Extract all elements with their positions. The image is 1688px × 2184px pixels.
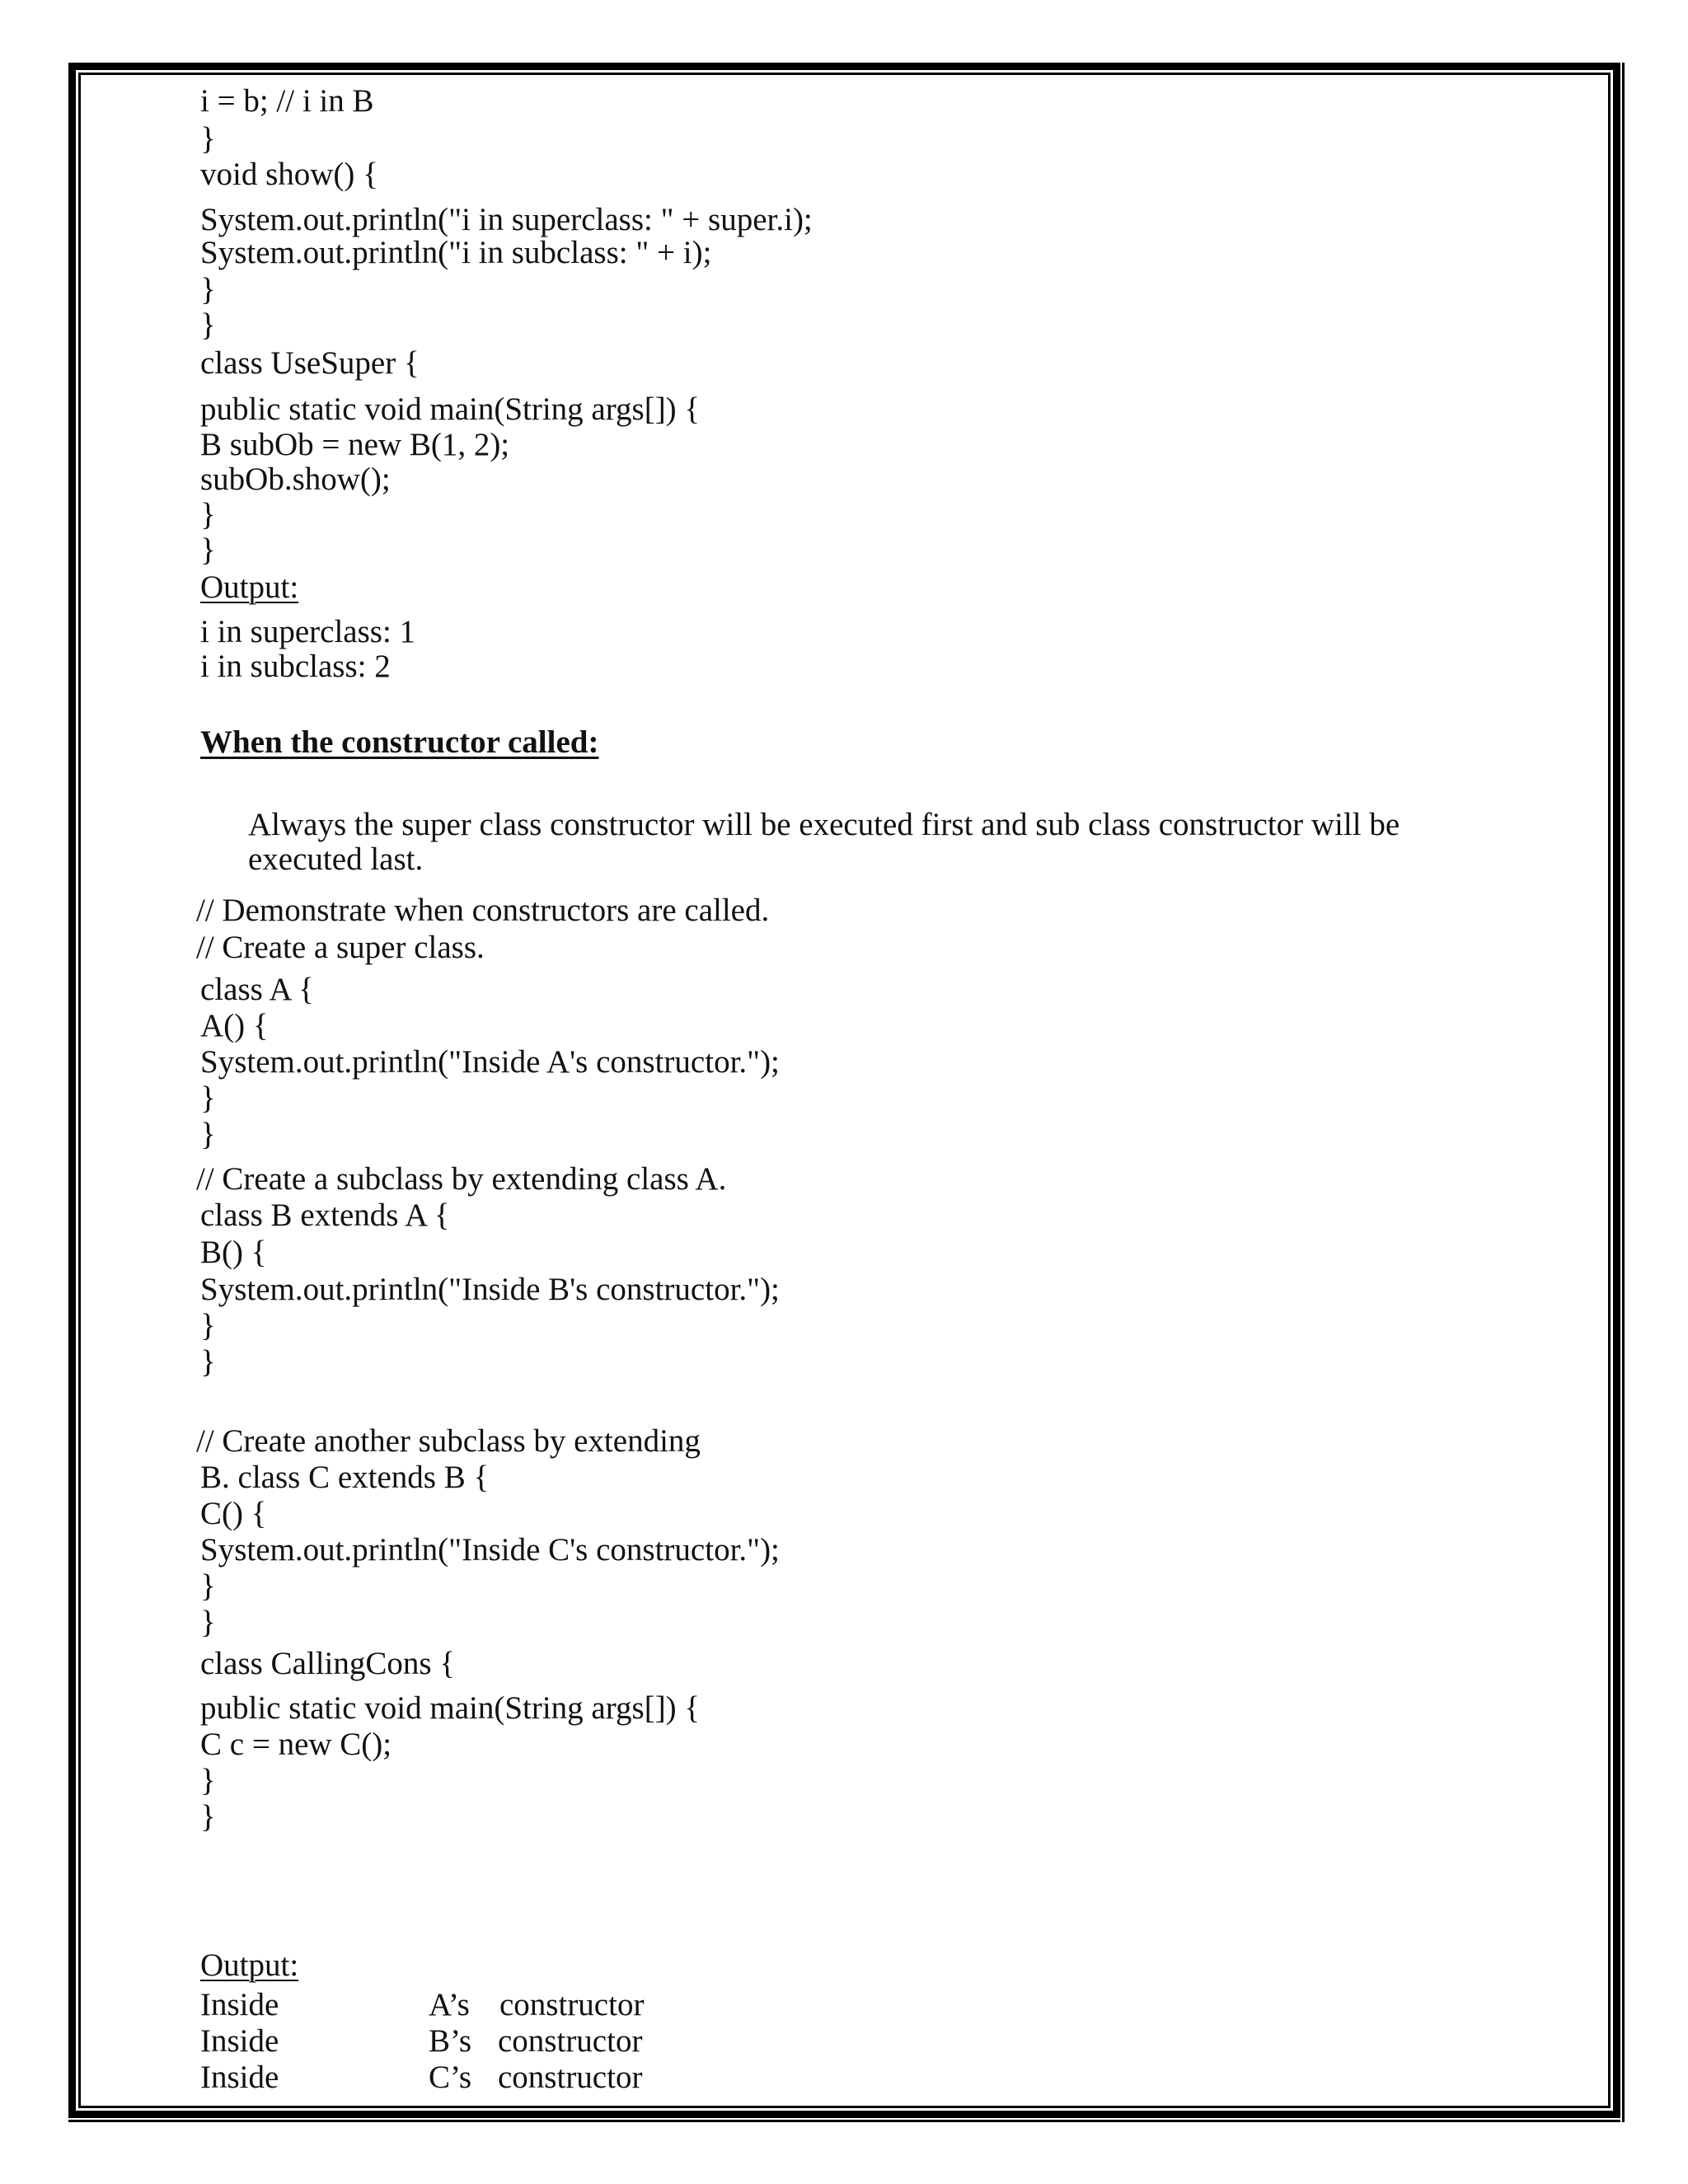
code-line: } [200, 1117, 216, 1152]
code-line: } [200, 1080, 216, 1116]
output-class-name: C’s [429, 2060, 472, 2095]
output-word: Inside [200, 1987, 279, 2022]
code-line: public static void main(String args[]) { [200, 391, 701, 427]
code-line: B. class C extends B { [200, 1460, 490, 1495]
code-line: B() { [200, 1235, 267, 1270]
output-text: constructor [498, 2023, 643, 2059]
code-line: i = b; // i in B [200, 83, 374, 119]
output-text: constructor [499, 1987, 645, 2022]
output-word: Inside [200, 2060, 279, 2095]
section-heading: When the constructor called: [200, 724, 599, 760]
output-word: Inside [200, 2023, 279, 2059]
output-text: constructor [498, 2060, 643, 2095]
code-line: } [200, 121, 216, 157]
code-line: B subOb = new B(1, 2); [200, 427, 510, 462]
output-line: i in subclass: 2 [200, 649, 391, 684]
code-line: class CallingCons { [200, 1646, 456, 1681]
code-line: C() { [200, 1496, 267, 1531]
code-line: System.out.println("i in subclass: " + i); [200, 235, 712, 270]
code-comment: // Create a subclass by extending class A. [196, 1161, 727, 1197]
code-line: } [200, 1308, 216, 1343]
code-comment: // Demonstrate when constructors are called. [196, 893, 770, 928]
code-line: } [200, 307, 216, 343]
output-label: Output: [200, 1947, 299, 1983]
code-line: void show() { [200, 157, 378, 192]
paragraph-line: Always the super class constructor will be executed first and sub class constructor will be [248, 807, 1400, 842]
output-line: i in superclass: 1 [200, 614, 416, 649]
paragraph-line: executed last. [248, 841, 424, 877]
page-border-right-rule [1622, 63, 1625, 2122]
output-label: Output: [200, 569, 299, 605]
output-class-name: B’s [429, 2023, 472, 2059]
code-line: C c = new C(); [200, 1727, 392, 1762]
code-line: } [200, 532, 216, 568]
code-line: System.out.println("Inside C's constructor."); [200, 1532, 780, 1568]
code-line: class B extends A { [200, 1197, 450, 1233]
code-line: subOb.show(); [200, 462, 391, 497]
code-line: } [200, 497, 216, 532]
page-border-bottom-rule [68, 2120, 1620, 2122]
code-comment: // Create another subclass by extending [196, 1423, 701, 1459]
code-line: A() { [200, 1008, 269, 1043]
code-line: } [200, 1568, 216, 1604]
code-line: } [200, 1799, 216, 1835]
clipped-code-line [200, 43, 448, 66]
code-comment: // Create a super class. [196, 930, 485, 965]
code-line: System.out.println("Inside B's constructor."); [200, 1272, 780, 1307]
code-line: System.out.println("Inside A's constructor."); [200, 1044, 780, 1080]
output-class-name: A’s [429, 1987, 470, 2022]
code-line: } [200, 1763, 216, 1798]
code-line: class A { [200, 972, 314, 1007]
code-line: } [200, 272, 216, 307]
code-line: public static void main(String args[]) { [200, 1690, 701, 1726]
code-line: class UseSuper { [200, 345, 420, 381]
code-line: System.out.println("i in superclass: " + super.i); [200, 202, 813, 237]
code-line: } [200, 1344, 216, 1380]
code-line: } [200, 1605, 216, 1640]
